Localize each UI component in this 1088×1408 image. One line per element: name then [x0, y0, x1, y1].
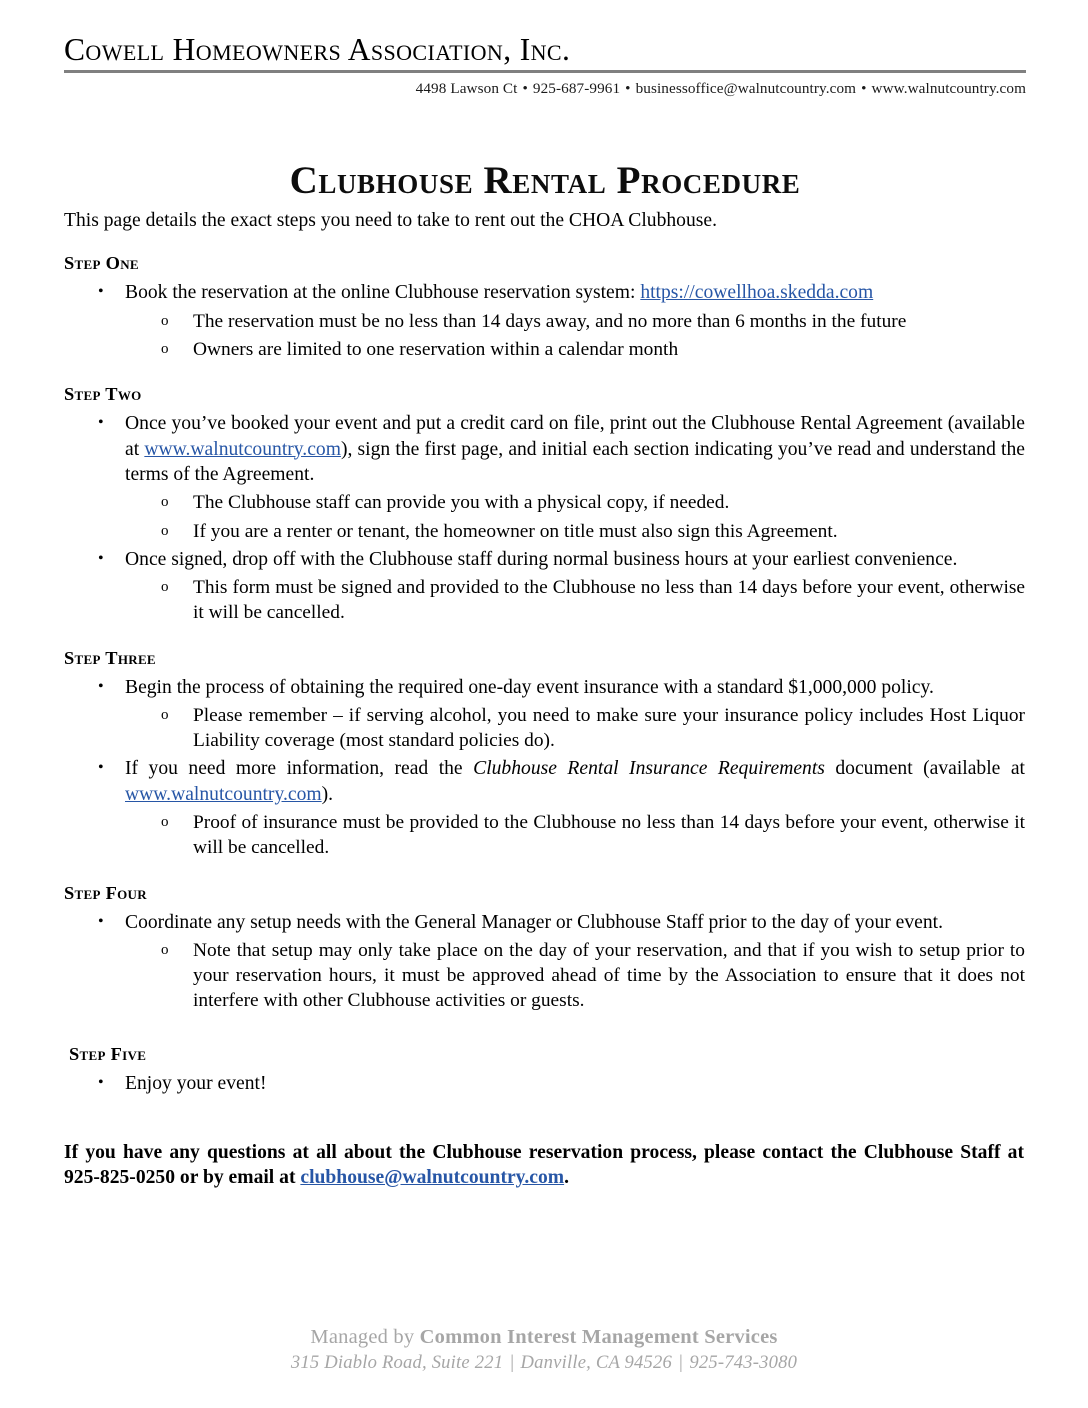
sub-bullet-icon: o — [161, 341, 169, 358]
list-item-text-mid: document (available at — [824, 758, 1025, 780]
clubhouse-email-link[interactable]: clubhouse@walnutcountry.com — [300, 1166, 565, 1188]
list-item — [125, 519, 1025, 544]
list-item — [125, 309, 1025, 334]
list-item — [125, 703, 1025, 753]
list-item-text: If you need more information, read the — [125, 758, 474, 780]
list-item — [125, 810, 1025, 860]
walnutcountry-link[interactable]: www.walnutcountry.com — [125, 783, 322, 805]
footer-address: 315 Diablo Road, Suite 221 — [290, 1352, 504, 1373]
list-item — [125, 490, 1025, 515]
page-title: Clubhouse Rental Procedure — [289, 159, 801, 203]
sub-bullet-icon: o — [161, 579, 169, 596]
closing-text: If you have any questions at all about the Clubhouse reservation process, please contact the Clubhouse Staff at 925-825-0250 or by email at — [64, 1141, 1024, 1188]
sub-bullet-icon: o — [161, 706, 169, 723]
header-divider-rule — [64, 70, 1026, 73]
header-email: businessoffice@walnutcountry.com — [635, 79, 857, 97]
header-separator-3: • — [861, 79, 867, 97]
step-five-list — [64, 1071, 1025, 1096]
list-item — [125, 337, 1025, 362]
step-block-three — [64, 648, 1025, 861]
step-block-four — [64, 883, 1025, 1014]
bullet-icon: • — [98, 549, 104, 567]
list-item-text: Book the reservation at the online Clubhouse reservation system: — [125, 282, 641, 304]
header-website: www.walnutcountry.com — [871, 79, 1026, 97]
step-heading-three: Step Three — [64, 647, 156, 668]
closing-text-end: . — [564, 1166, 570, 1188]
intro-paragraph: This page details the exact steps you need to take to rent out the CHOA Clubhouse. — [64, 210, 717, 231]
sub-bullet-icon: o — [161, 941, 169, 958]
list-item-text-cont: ). — [321, 783, 334, 805]
list-item-text: Owners are limited to one reservation within a calendar month — [193, 339, 679, 361]
footer-managed-prefix: Managed by — [310, 1326, 420, 1348]
closing-paragraph — [64, 1140, 1024, 1190]
list-item-text: The reservation must be no less than 14 days away, and no more than 6 months in the future — [193, 310, 907, 332]
list-item-text: Once signed, drop off with the Clubhouse staff during normal business hours at your earliest convenience. — [125, 548, 958, 570]
step-three-sublist-b — [125, 810, 1025, 860]
step-block-one — [64, 253, 1025, 362]
step-one-list — [64, 280, 1025, 362]
sub-bullet-icon: o — [161, 312, 169, 329]
header-separator-2: • — [625, 79, 631, 97]
sub-bullet-icon: o — [161, 522, 169, 539]
list-item — [64, 910, 1025, 1014]
list-item — [125, 938, 1025, 1014]
step-heading-two: Step Two — [64, 384, 142, 405]
list-item-text: Please remember – if serving alcohol, you need to make sure your insurance policy includes Host Liquor Liability coverage (most standard policies do). — [193, 704, 1025, 752]
sub-bullet-icon: o — [161, 814, 169, 831]
document-title-italic: Clubhouse Rental Insurance Requirements — [473, 758, 825, 780]
bullet-icon: • — [98, 283, 104, 301]
list-item-text: Once you’ve booked your event and put a credit card on file, print out the Clubhouse Rental Agreement (available at — [125, 413, 1025, 460]
skedda-reservation-link[interactable]: https://cowellhoa.skedda.com — [640, 282, 874, 304]
step-two-list — [64, 411, 1025, 625]
list-item — [125, 575, 1025, 625]
list-item-text: Enjoy your event! — [125, 1072, 267, 1094]
footer-city-state-zip: Danville, CA 94526 — [520, 1352, 673, 1373]
bullet-icon: • — [98, 759, 104, 777]
footer-contact — [0, 1351, 1088, 1374]
header-separator-1: • — [522, 79, 528, 97]
step-two-sublist-a — [125, 490, 1025, 543]
step-heading-five: Step Five — [69, 1043, 147, 1064]
header-contact-line — [64, 79, 1026, 98]
list-item-text: Proof of insurance must be provided to the Clubhouse no less than 14 days before your event, otherwise it will be cancelled. — [193, 812, 1025, 859]
header-address: 4498 Lawson Ct — [415, 79, 518, 97]
bullet-icon: • — [98, 1073, 104, 1091]
step-three-sublist-a — [125, 703, 1025, 753]
organization-name: Cowell Homeowners Association, Inc. — [64, 32, 571, 67]
footer-phone: 925-743-3080 — [689, 1352, 798, 1373]
list-item-text: The Clubhouse staff can provide you with a physical copy, if needed. — [193, 492, 730, 514]
step-block-two — [64, 384, 1025, 625]
step-four-list — [64, 910, 1025, 1014]
step-one-sublist — [125, 309, 1025, 362]
step-three-list — [64, 675, 1025, 861]
list-item-text: If you are a renter or tenant, the homeowner on title must also sign this Agreement. — [193, 520, 838, 542]
list-item — [64, 756, 1025, 860]
footer-separator-1: | — [509, 1352, 515, 1373]
document-body — [64, 208, 1025, 1210]
step-block-five — [64, 1044, 1025, 1096]
list-item-text: This form must be signed and provided to the Clubhouse no less than 14 days before your event, otherwise it will be cancelled. — [193, 577, 1025, 624]
list-item — [64, 280, 1025, 362]
walnutcountry-link[interactable]: www.walnutcountry.com — [144, 438, 341, 460]
list-item — [64, 547, 1025, 626]
list-item-text: Begin the process of obtaining the required one-day event insurance with a standard $1,000,000 policy. — [125, 676, 934, 698]
list-item — [64, 411, 1025, 544]
step-two-sublist-b — [125, 575, 1025, 625]
page-footer — [0, 1325, 1088, 1374]
footer-manager-name: Common Interest Management Services — [419, 1326, 778, 1348]
footer-separator-2: | — [678, 1352, 684, 1373]
step-heading-four: Step Four — [64, 882, 147, 903]
bullet-icon: • — [98, 912, 104, 930]
step-four-sublist — [125, 938, 1025, 1014]
header-phone: 925-687-9961 — [532, 79, 621, 97]
bullet-icon: • — [98, 677, 104, 695]
list-item — [64, 1071, 1025, 1096]
list-item — [64, 675, 1025, 754]
bullet-icon: • — [98, 414, 104, 432]
list-item-text: Coordinate any setup needs with the General Manager or Clubhouse Staff prior to the day of your event. — [125, 911, 944, 933]
step-heading-one: Step One — [64, 253, 139, 274]
list-item-text-cont: ), sign the first page, and initial each section indicating you’ve read and understand the terms of the Agreement. — [125, 438, 1025, 485]
list-item-text: Note that setup may only take place on the day of your reservation, and that if you wish to setup prior to your reservation hours, it must be approved ahead of time by the Association to ensure that it does not interfere with other Clubhouse activities or guests. — [193, 939, 1025, 1012]
sub-bullet-icon: o — [161, 494, 169, 511]
footer-managed-by — [0, 1325, 1088, 1350]
letterhead — [64, 34, 1026, 98]
